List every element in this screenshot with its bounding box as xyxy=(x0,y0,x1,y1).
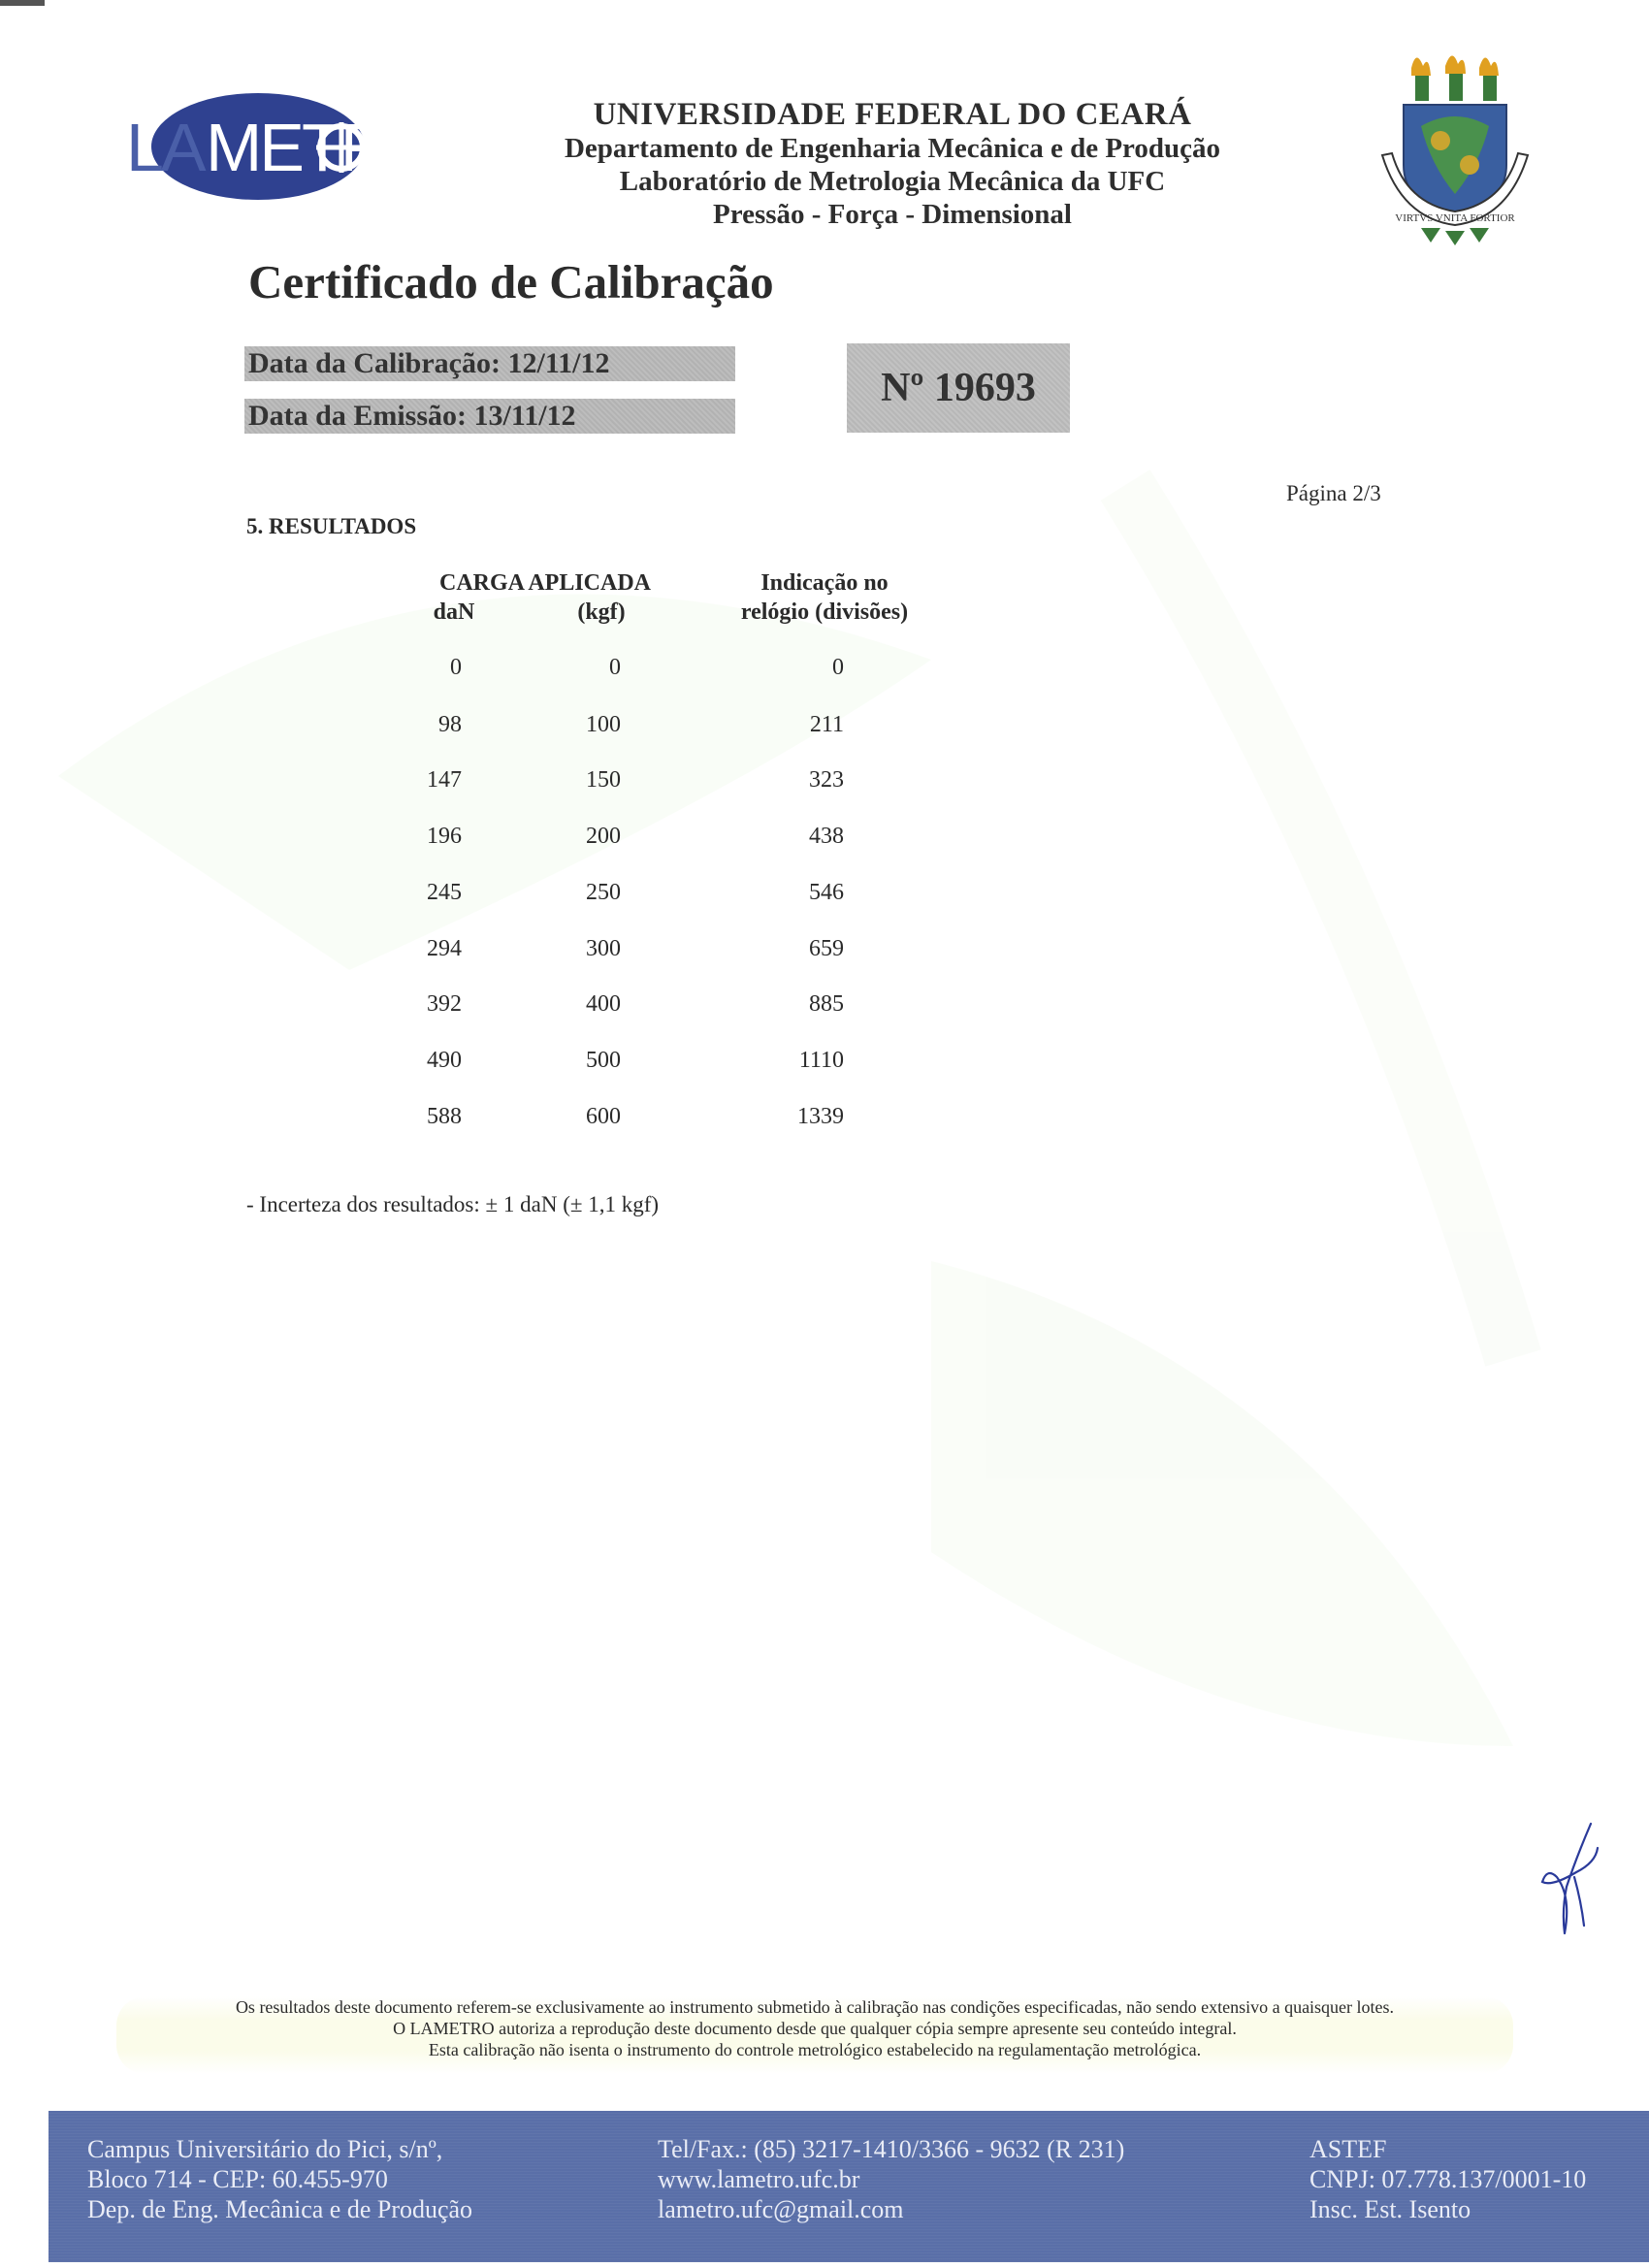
column-header-kgf: (kgf) xyxy=(577,599,626,625)
cell-dan: 588 xyxy=(427,1104,462,1129)
footer-address-line-1: Campus Universitário do Pici, s/nº, xyxy=(87,2135,443,2163)
cell-divisions: 1110 xyxy=(798,1048,844,1073)
cell-dan: 196 xyxy=(427,824,462,849)
table-row xyxy=(0,880,970,909)
footer-band xyxy=(48,2111,1649,2262)
certificate-title: Certificado de Calibração xyxy=(248,255,774,308)
table-row xyxy=(0,824,970,853)
disclaimer-line-1: Os resultados deste documento referem-se exclusivamente ao instrumento submetido à calibração nas condições especificadas, não sendo extensivo a quaisquer lotes. xyxy=(235,1997,1395,2017)
cell-divisions: 0 xyxy=(832,655,844,680)
cell-kgf: 250 xyxy=(586,880,621,905)
disclaimer xyxy=(116,1996,1513,2074)
lametro-logo xyxy=(124,89,387,204)
university-name: UNIVERSIDADE FEDERAL DO CEARÁ xyxy=(593,97,1192,132)
lab-scope: Pressão - Força - Dimensional xyxy=(713,199,1072,230)
footer-contact xyxy=(658,2134,1124,2224)
cell-kgf: 400 xyxy=(586,991,621,1017)
footer-address-line-2: Bloco 714 - CEP: 60.455-970 xyxy=(87,2165,388,2193)
column-header-indication: Indicação no xyxy=(760,570,889,596)
signature xyxy=(1537,1819,1605,1940)
cell-divisions: 438 xyxy=(809,824,844,849)
certificate-number: Nº 19693 xyxy=(847,343,1070,433)
cell-dan: 490 xyxy=(427,1048,462,1073)
footer-insc: Insc. Est. Isento xyxy=(1310,2195,1471,2223)
svg-text:LA: LA xyxy=(126,110,204,185)
emission-date: Data da Emissão: 13/11/12 xyxy=(244,399,735,434)
footer-phone: Tel/Fax.: (85) 3217-1410/3366 - 9632 (R 231) xyxy=(658,2135,1125,2163)
cell-divisions: 546 xyxy=(809,880,844,905)
page-number: Página 2/3 xyxy=(1286,481,1381,505)
table-row xyxy=(0,655,970,684)
scan-corner-mark xyxy=(0,0,45,6)
footer-org xyxy=(1310,2134,1586,2224)
cell-divisions: 211 xyxy=(809,712,844,737)
table-row xyxy=(0,991,970,1021)
footer-website: www.lametro.ufc.br xyxy=(658,2165,860,2193)
cell-kgf: 0 xyxy=(609,655,621,680)
footer-org-name: ASTEF xyxy=(1310,2135,1387,2163)
results-section-title: 5. RESULTADOS xyxy=(246,514,417,538)
laboratory-name: Laboratório de Metrologia Mecânica da UFC xyxy=(619,166,1166,197)
uncertainty-note: - Incerteza dos resultados: ± 1 daN (± 1,1 kgf) xyxy=(246,1192,660,1216)
crest-motto: VIRTVS VNITA FORTIOR xyxy=(1395,212,1515,224)
svg-text:METR: METR xyxy=(206,110,387,185)
cell-dan: 245 xyxy=(427,880,462,905)
column-header-load: CARGA APLICADA xyxy=(438,570,651,596)
cell-kgf: 150 xyxy=(586,767,621,793)
cell-dan: 147 xyxy=(427,767,462,793)
cell-kgf: 300 xyxy=(586,936,621,961)
column-header-indication-unit: relógio (divisões) xyxy=(740,599,909,625)
disclaimer-line-3: Esta calibração não isenta o instrumento do controle metrológico estabelecido na regulamentação metrológica. xyxy=(428,2040,1202,2059)
cell-dan: 0 xyxy=(450,655,462,680)
cell-divisions: 1339 xyxy=(797,1104,844,1129)
table-row xyxy=(0,767,970,796)
institution-header xyxy=(485,97,1300,231)
table-row xyxy=(0,936,970,965)
cell-kgf: 200 xyxy=(586,824,621,849)
cell-dan: 98 xyxy=(438,712,462,737)
cell-dan: 294 xyxy=(427,936,462,961)
footer-email: lametro.ufc@gmail.com xyxy=(658,2195,904,2223)
ufc-crest-icon xyxy=(1373,49,1537,247)
footer-cnpj: CNPJ: 07.778.137/0001-10 xyxy=(1310,2165,1587,2193)
cell-kgf: 100 xyxy=(586,712,621,737)
table-row xyxy=(0,1104,970,1133)
footer-address xyxy=(87,2134,472,2224)
calibration-date: Data da Calibração: 12/11/12 xyxy=(244,346,735,381)
footer-address-line-3: Dep. de Eng. Mecânica e de Produção xyxy=(87,2195,473,2223)
department-name: Departamento de Engenharia Mecânica e de Produção xyxy=(564,133,1221,164)
cell-kgf: 600 xyxy=(586,1104,621,1129)
cell-divisions: 659 xyxy=(809,936,844,961)
cell-kgf: 500 xyxy=(586,1048,621,1073)
cell-dan: 392 xyxy=(427,991,462,1017)
cell-divisions: 885 xyxy=(809,991,844,1017)
table-row xyxy=(0,712,970,741)
column-header-dan: daN xyxy=(433,599,475,625)
table-row xyxy=(0,1048,970,1077)
cell-divisions: 323 xyxy=(809,767,844,793)
disclaimer-line-2: O LAMETRO autoriza a reprodução deste documento desde que qualquer cópia sempre apresente seu conteúdo integral. xyxy=(393,2019,1237,2038)
